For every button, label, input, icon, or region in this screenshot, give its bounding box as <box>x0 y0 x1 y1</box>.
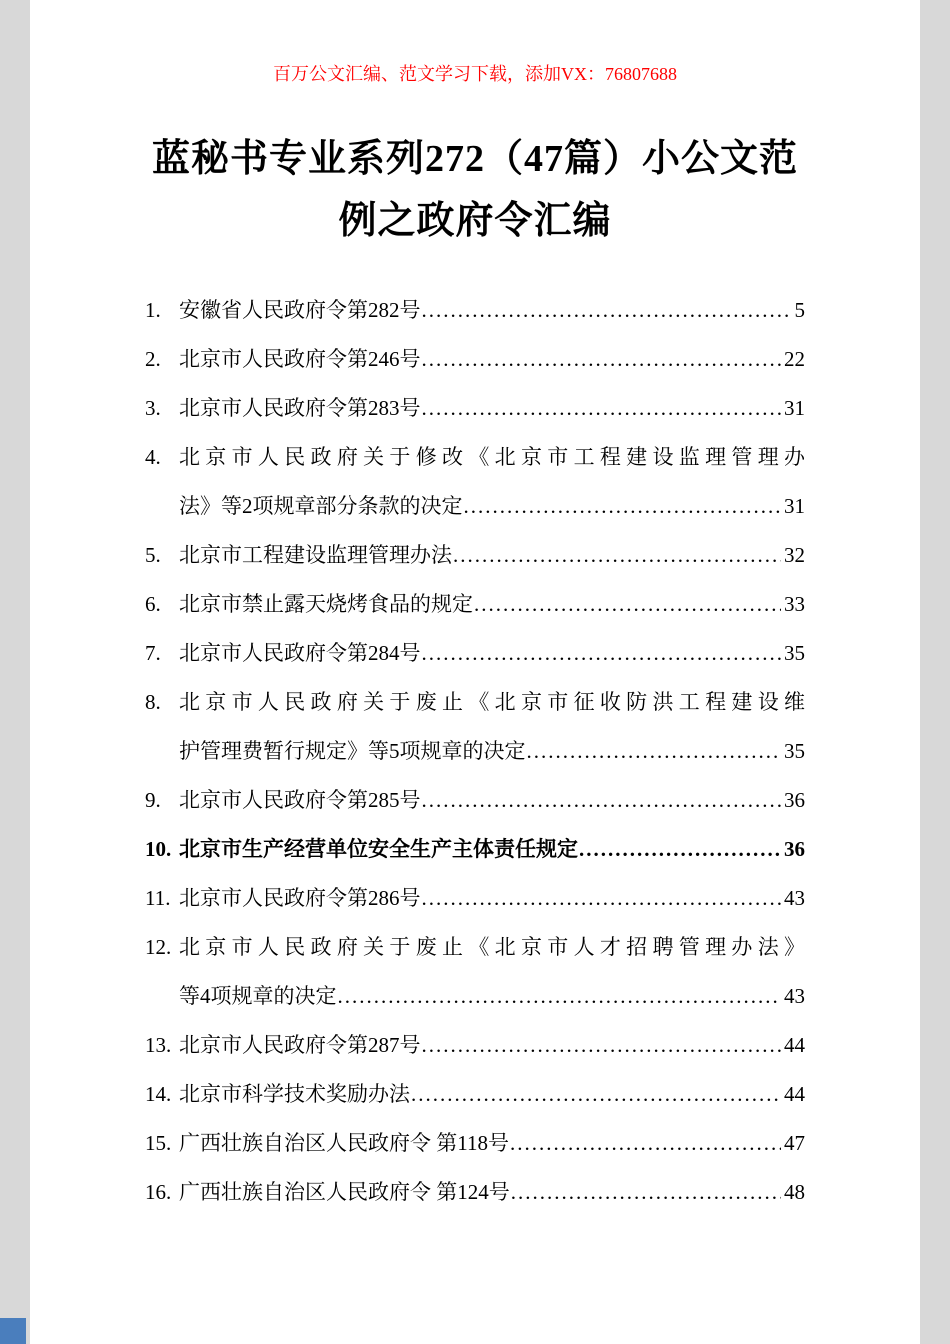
toc-entry-text: 北京市人民政府令第246号 <box>179 347 421 371</box>
toc-entry-text: 北京市生产经营单位安全生产主体责任规定 <box>179 837 578 861</box>
toc-entry-lastline <box>179 972 805 1021</box>
toc-dot-leader <box>579 825 781 874</box>
toc-entry-number: 15. <box>145 1131 172 1155</box>
toc-entry-text: 安徽省人民政府令第282号 <box>179 298 421 322</box>
toc-entry-text: 北京市人民政府令第287号 <box>179 1033 421 1057</box>
toc-page-number: 47 <box>784 1131 805 1155</box>
toc-dot-leader <box>510 1119 781 1168</box>
toc-entry-number: 3. <box>145 396 161 420</box>
toc-dot-leader <box>422 1021 782 1070</box>
table-of-contents <box>145 286 805 1217</box>
toc-entry-lastline <box>179 776 805 825</box>
toc-entry <box>145 531 805 580</box>
toc-entry-lastline <box>179 1119 805 1168</box>
toc-entry <box>145 580 805 629</box>
toc-entry <box>145 1070 805 1119</box>
toc-dot-leader <box>453 531 781 580</box>
toc-entry-lastline <box>179 384 805 433</box>
toc-entry-text: 北京市科学技术奖励办法 <box>179 1082 410 1106</box>
toc-page-number: 32 <box>784 543 805 567</box>
toc-entry-number: 16. <box>145 1180 172 1204</box>
toc-dot-leader <box>422 776 782 825</box>
toc-entry-lastline <box>179 580 805 629</box>
toc-dot-leader <box>474 580 781 629</box>
toc-entry-lastline <box>179 825 805 874</box>
toc-dot-leader <box>411 1070 781 1119</box>
toc-page-number: 31 <box>784 494 805 518</box>
toc-dot-leader <box>511 1168 781 1217</box>
toc-entry-text: 护管理费暂行规定》等5项规章的决定 <box>179 739 526 763</box>
toc-entry-number: 9. <box>145 788 161 812</box>
toc-entry <box>145 825 805 874</box>
toc-page-number: 35 <box>784 641 805 665</box>
toc-entry-lastline <box>179 286 805 335</box>
toc-entry-text: 北京市人民政府令第286号 <box>179 886 421 910</box>
toc-entry-text: 北京市禁止露天烧烤食品的规定 <box>179 592 473 616</box>
toc-entry-lastline <box>179 727 805 776</box>
toc-entry-text: 北京市人民政府关于修改《北京市工程建设监理管理办 <box>179 445 805 469</box>
toc-entry <box>145 923 805 1021</box>
toc-entry-number: 7. <box>145 641 161 665</box>
document-title: 蓝秘书专业系列272（47篇）小公文范例之政府令汇编 <box>151 138 798 242</box>
toc-page-number: 44 <box>784 1082 805 1106</box>
corner-blue-marker <box>0 1318 26 1344</box>
toc-entry <box>145 1021 805 1070</box>
toc-entry-text: 北京市工程建设监理管理办法 <box>179 543 452 567</box>
toc-page-number: 44 <box>784 1033 805 1057</box>
toc-page-number: 35 <box>784 739 805 763</box>
toc-dot-leader <box>422 874 782 923</box>
toc-entry-lastline <box>179 531 805 580</box>
toc-entry-text: 北京市人民政府令第284号 <box>179 641 421 665</box>
toc-entry <box>145 286 805 335</box>
toc-entry-number: 4. <box>145 445 161 469</box>
toc-dot-leader <box>422 335 782 384</box>
toc-entry-text: 北京市人民政府令第285号 <box>179 788 421 812</box>
toc-page-number: 31 <box>784 396 805 420</box>
toc-entry-number: 14. <box>145 1082 172 1106</box>
toc-entry-text: 北京市人民政府关于废止《北京市人才招聘管理办法》 <box>179 935 805 959</box>
toc-page-number: 43 <box>784 886 805 910</box>
toc-entry-text: 北京市人民政府令第283号 <box>179 396 421 420</box>
toc-entry-lastline <box>179 335 805 384</box>
toc-entry <box>145 384 805 433</box>
toc-entry-number: 1. <box>145 298 161 322</box>
toc-entry-lastline <box>179 1021 805 1070</box>
toc-dot-leader <box>422 384 782 433</box>
toc-entry-lastline <box>179 1070 805 1119</box>
toc-entry-lastline <box>179 482 805 531</box>
toc-page-number: 36 <box>784 788 805 812</box>
toc-entry <box>145 1119 805 1168</box>
toc-entry <box>145 874 805 923</box>
header-ad-text: 百万公文汇编、范文学习下载，添加VX：76807688 <box>273 64 677 84</box>
toc-page-number: 33 <box>784 592 805 616</box>
toc-entry <box>145 1168 805 1217</box>
toc-entry <box>145 335 805 384</box>
toc-dot-leader <box>527 727 782 776</box>
document-page <box>30 0 920 1344</box>
toc-entry-text: 北京市人民政府关于废止《北京市征收防洪工程建设维 <box>179 690 805 714</box>
toc-entry <box>145 776 805 825</box>
toc-entry-text: 等4项规章的决定 <box>179 984 337 1008</box>
toc-entry-text: 广西壮族自治区人民政府令 第118号 <box>179 1131 509 1155</box>
toc-entry-text: 广西壮族自治区人民政府令 第124号 <box>179 1180 510 1204</box>
toc-page-number: 36 <box>784 837 805 861</box>
toc-entry-number: 8. <box>145 690 161 714</box>
toc-entry-lastline <box>179 629 805 678</box>
toc-page-number: 5 <box>794 298 805 322</box>
toc-entry-number: 6. <box>145 592 161 616</box>
toc-dot-leader <box>422 629 782 678</box>
toc-entry-lastline <box>179 874 805 923</box>
toc-entry-number: 11. <box>145 886 171 910</box>
toc-dot-leader <box>422 286 792 335</box>
toc-page-number: 43 <box>784 984 805 1008</box>
toc-entry-number: 2. <box>145 347 161 371</box>
toc-entry-text: 法》等2项规章部分条款的决定 <box>179 494 463 518</box>
toc-page-number: 48 <box>784 1180 805 1204</box>
toc-entry-number: 5. <box>145 543 161 567</box>
toc-entry <box>145 433 805 531</box>
toc-entry-number: 12. <box>145 935 172 959</box>
toc-dot-leader <box>464 482 782 531</box>
toc-entry-number: 13. <box>145 1033 172 1057</box>
toc-entry-number: 10. <box>145 837 172 861</box>
toc-entry-lastline <box>179 1168 805 1217</box>
toc-page-number: 22 <box>784 347 805 371</box>
toc-entry <box>145 629 805 678</box>
toc-dot-leader <box>338 972 782 1021</box>
toc-entry <box>145 678 805 776</box>
